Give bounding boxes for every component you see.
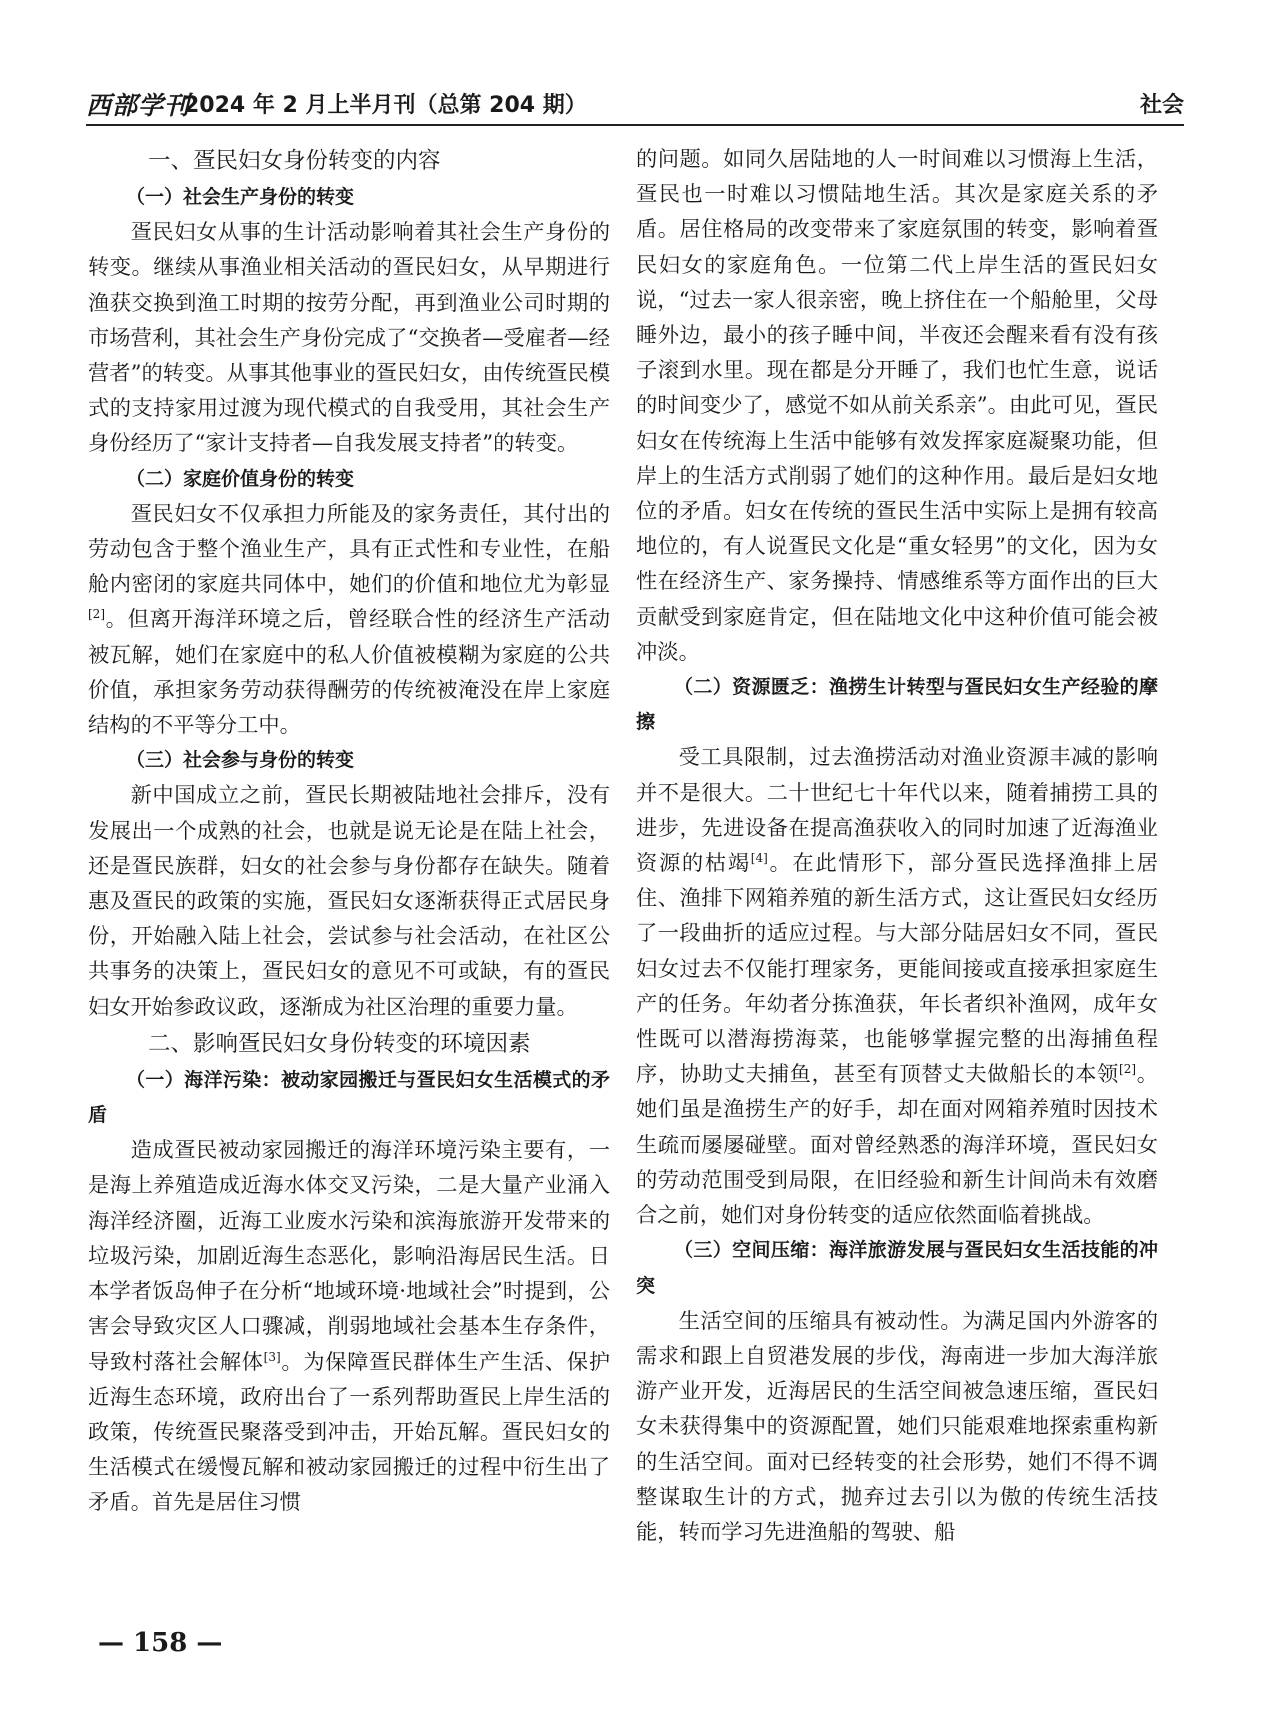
subsection-heading-2-1: （一）海洋污染：被动家园搬迁与疍民妇女生活模式的矛盾: [88, 1068, 610, 1127]
citation: [3]: [263, 1349, 281, 1364]
text-run: 。但离开海洋环境之后，曾经联合性的经济生产活动被瓦解，她们在家庭中的私人价值被模糊为家庭的公共价值，承担家务劳动获得酬劳的传统被淹没在岸上家庭结构的不平等分工中。: [88, 607, 610, 739]
citation: [4]: [750, 850, 768, 865]
running-header: [86, 84, 1184, 126]
text-run: 疍民妇女不仅承担力所能及的家务责任，其付出的劳动包含于整个渔业生产，具有正式性和专业性，在船舱内密闭的家庭共同体中，她们的价值和地位尤为彰显: [88, 501, 610, 598]
section-heading-2: 二、影响疍民妇女身份转变的环境因素: [148, 1030, 531, 1057]
citation: [2]: [1119, 1062, 1137, 1077]
subsection-heading-1-3: （三）社会参与身份的转变: [126, 749, 355, 772]
paragraph: 生活空间的压缩具有被动性。为满足国内外游客的需求和跟上自贸港发展的步伐，海南进一步加大海洋旅游产业开发，近海居民的生活空间被急速压缩，疍民妇女未获得集中的资源配置，她们只能艰难地探索重构新的生活空间。面对已经转变的社会形势，她们不得不调整谋取生计的方式，抛弃过去引以为傲的传统生活技能，转而学习先进渔船的驾驶、船: [636, 1308, 1158, 1545]
page-number: — 158 —: [98, 1628, 223, 1658]
journal-logo: 西部学刊: [86, 91, 191, 120]
text-run: 。为保障疍民群体生产生活、保护近海生态环境，政府出台了一系列帮助疍民上岸生活的政策，传统疍民聚落受到冲击，开始瓦解。疍民妇女的生活模式在缓慢瓦解和被动家园搬迁的过程中衍生出了矛盾。首先是居住习惯: [88, 1349, 610, 1516]
paragraph: [636, 740, 1158, 1233]
subsection-heading-1-1: （一）社会生产身份的转变: [126, 186, 355, 208]
text-run: 受工具限制，过去渔捞活动对渔业资源丰减的影响并不是很大。二十世纪七十年代以来，随着捕捞工具的进步，先进设备在提高渔获收入的同时加速了近海渔业资源的枯竭: [636, 745, 1158, 877]
citation: [2]: [88, 607, 105, 622]
paragraph: [88, 1133, 610, 1520]
paragraph: 的问题。如同久居陆地的人一时间难以习惯海上生活，疍民也一时难以习惯陆地生活。其次是家庭关系的矛盾。居住格局的改变带来了家庭氛围的转变，影响着疍民妇女的家庭角色。一位第二代上岸生活的疍民妇女说，“过去一家人很亲密，晚上挤住在一个船舱里，父母睡外边，最小的孩子睡中间，半夜还会醒来看有没有孩子滚到水里。现在都是分开睡了，我们也忙生意，说话的时间变少了，感觉不如从前关系亲”。由此可见，疍民妇女在传统海上生活中能够有效发挥家庭凝聚功能，但岸上的生活方式削弱了她们的这种作用。最后是妇女地位的矛盾。妇女在传统的疍民生活中实际上是拥有较高地位的，有人说疍民文化是“重女轻男”的文化，因为女性在经济生产、家务操持、情感维系等方面作出的巨大贡献受到家庭肯定，但在陆地文化中这种价值可能会被冲淡。: [636, 147, 1159, 665]
left-column: [88, 142, 610, 1521]
paragraph: 疍民妇女从事的生计活动影响着其社会生产身份的转变。继续从事渔业相关活动的疍民妇女，从早期进行渔获交换到渔工时期的按劳分配，再到渔业公司时期的市场营利，其社会生产身份完成了“交换者—受雇者—经营者”的转变。从事其他事业的疍民妇女，由传统疍民模式的支持家用过渡为现代模式的自我受用，其社会生产身份经历了“家计支持者—自我发展支持者”的转变。: [88, 220, 611, 457]
section-heading-1: 一、疍民妇女身份转变的内容: [148, 148, 441, 174]
subsection-heading-1-2: （二）家庭价值身份的转变: [126, 467, 355, 490]
paragraph: 新中国成立之前，疍民长期被陆地社会排斥，没有发展出一个成熟的社会，也就是说无论是在陆上社会，还是疍民族群，妇女的社会参与身份都存在缺失。随着惠及疍民的政策的实施，疍民妇女逐渐获得正式居民身份，开始融入陆上社会，尝试参与社会活动，在社区公共事务的决策上，疍民妇女的意见不可或缺，有的疍民妇女开始参政议政，逐渐成为社区治理的重要力量。: [88, 783, 610, 1020]
section-tag: 社会: [1139, 93, 1184, 118]
text-run: 造成疍民被动家园搬迁的海洋环境污染主要有，一是海上养殖造成近海水体交叉污染，二是大量产业涌入海洋经济圈，近海工业废水污染和滨海旅游开发带来的垃圾污染，加剧近海生态恶化，影响沿海居民生活。日本学者饭岛伸子在分析“地域环境·地域社会”时提到，公害会导致灾区人口骤减，削弱地域社会基本生存条件，导致村落社会解体: [88, 1138, 610, 1375]
subsection-heading-2-3: （三）空间压缩：海洋旅游发展与疍民妇女生活技能的冲突: [636, 1239, 1158, 1297]
paragraph: [88, 497, 610, 743]
issue-info: 2024 年 2 月上半月刊（总第 204 期）: [184, 93, 587, 118]
subsection-heading-2-2: （二）资源匮乏：渔捞生计转型与疍民妇女生产经验的摩擦: [636, 676, 1158, 734]
text-run: 。在此情形下，部分疍民选择渔排上居住、渔排下网箱养殖的新生活方式，这让疍民妇女经历了一段曲折的适应过程。与大部分陆居妇女不同，疍民妇女过去不仅能打理家务，更能间接或直接承担家庭生产的任务。年幼者分拣渔获，年长者织补渔网，成年女性既可以潜海捞海菜，也能够掌握完整的出海捕鱼程序，协助丈夫捕鱼，甚至有顶替丈夫做船长的本领: [636, 851, 1158, 1088]
text-run: 。她们虽是渔捞生产的好手，却在面对网箱养殖时因技术生疏而屡屡碰壁。面对曾经熟悉的海洋环境，疍民妇女的劳动范围受到局限，在旧经验和新生计间尚未有效磨合之前，她们对身份转变的适应依然面临着挑战。: [636, 1062, 1158, 1229]
right-column: [636, 142, 1158, 1550]
